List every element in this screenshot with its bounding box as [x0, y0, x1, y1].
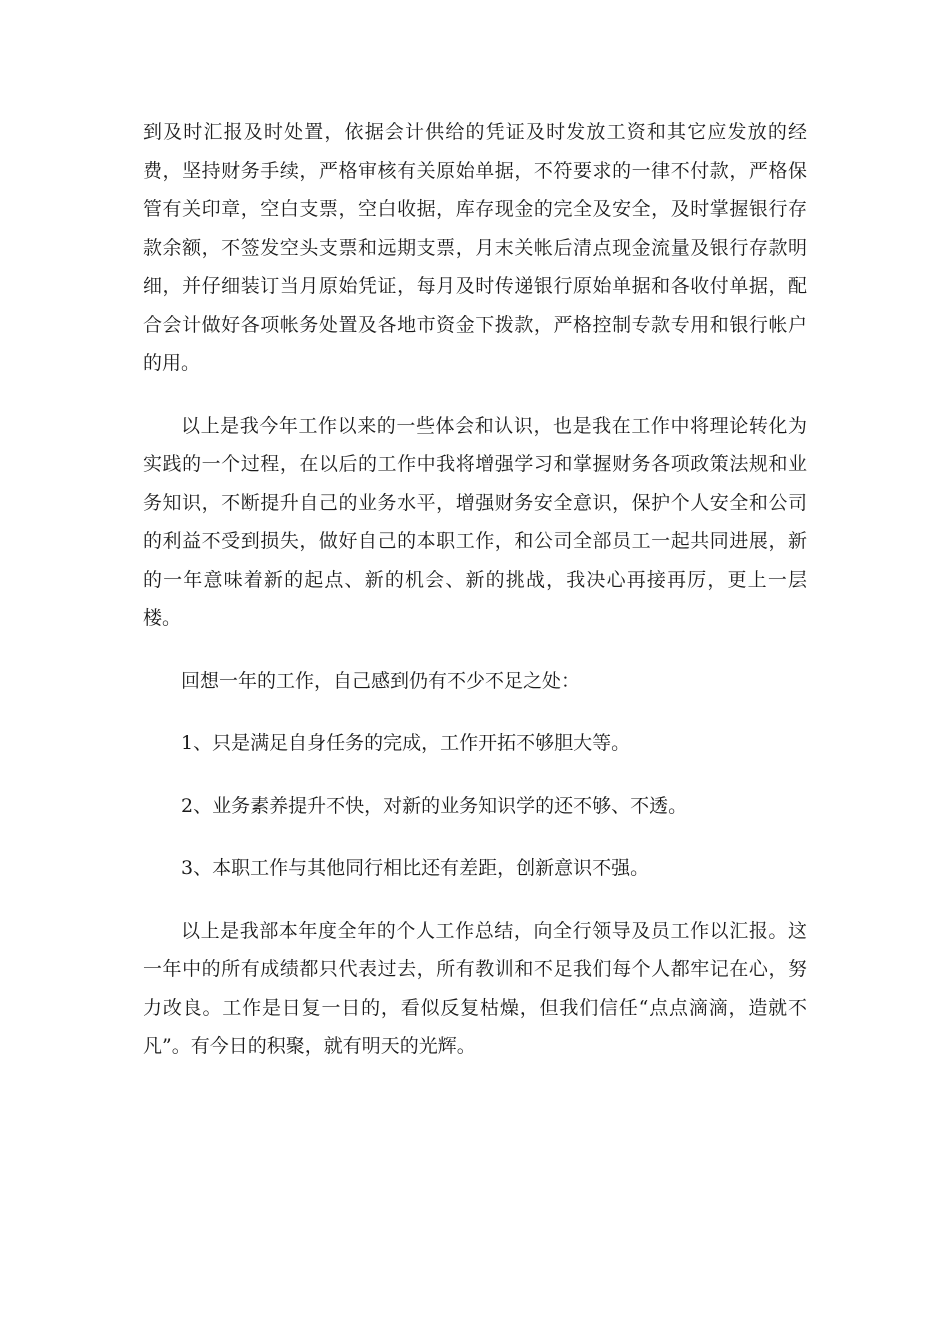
list-item-shortcoming-1: 1、只是满足自身任务的完成，工作开拓不够胆大等。 — [181, 732, 631, 754]
paragraph-shortcomings-intro: 回想一年的工作，自己感到仍有不少不足之处： — [181, 669, 581, 692]
document-body — [143, 113, 807, 1090]
paragraph-experience-summary: 以上是我今年工作以来的一些体会和认识，也是我在工作中将理论转化为实践的一个过程，在以后的工作中我将增强学习和掌握财务各项政策法规和业务知识，不断提升自己的业务水平，增强财务安全意识，保护个人安全和公司的利益不受到损失，做好自己的本职工作，和公司全部员工一起共同进展，新的一年意味着新的起点、新的机会、新的挑战，我决心再接再厉，更上一层楼。 — [143, 414, 807, 629]
list-item-shortcoming-2: 2、业务素养提升不快，对新的业务知识学的还不够、不透。 — [181, 794, 688, 817]
paragraph-conclusion: 以上是我部本年度全年的个人工作总结，向全行领导及员工作以汇报。这一年中的所有成绩都只代表过去，所有教训和不足我们每个人都牢记在心，努力改良。工作是日复一日的，看似反复枯燥，但我们信任“点点滴滴，造就不凡”。有今日的积聚，就有明天的光辉。 — [143, 919, 807, 1057]
paragraph-financial-duties: 到及时汇报及时处置，依据会计供给的凭证及时发放工资和其它应发放的经费，坚持财务手续，严格审核有关原始单据，不符要求的一律不付款，严格保管有关印章，空白支票，空白收据，库存现金的完全及安全，及时掌握银行存款余额，不签发空头支票和远期支票，月末关帐后清点现金流量及银行存款明细，并仔细装订当月原始凭证，每月及时传递银行原始单据和各收付单据，配合会计做好各项帐务处置及各地市资金下拨款，严格控制专款专用和银行帐户的用。 — [143, 121, 807, 374]
list-item-shortcoming-3: 3、本职工作与其他同行相比还有差距，创新意识不强。 — [181, 857, 650, 879]
